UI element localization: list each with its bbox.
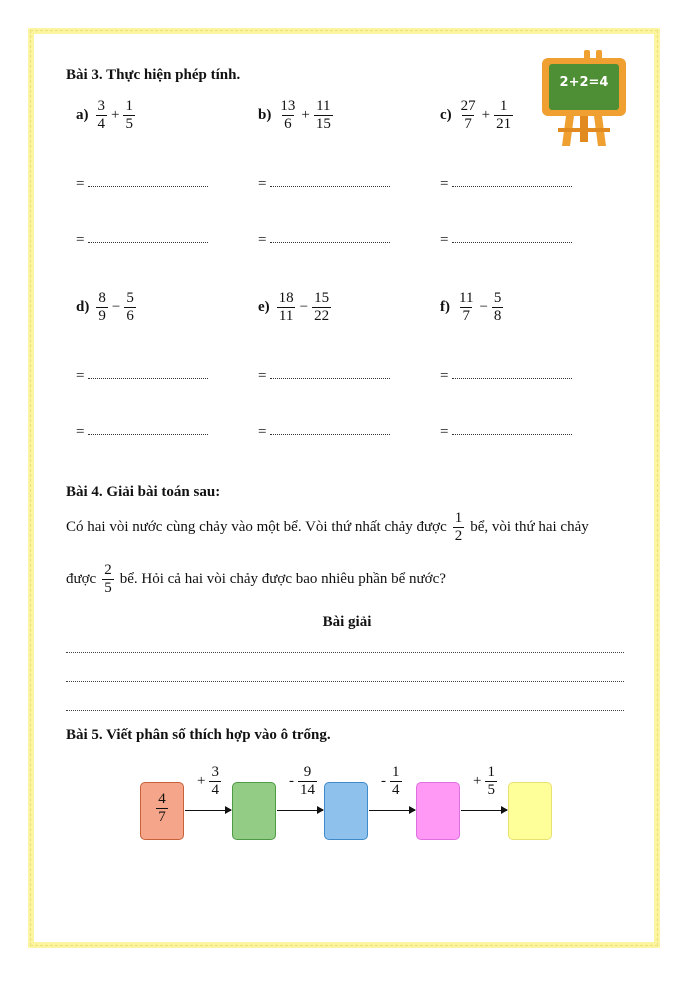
blank-box-2[interactable] <box>324 782 368 840</box>
problem-label: b) <box>258 107 272 123</box>
arrow <box>461 810 507 811</box>
blank-box-4[interactable] <box>508 782 552 840</box>
arrow <box>277 810 323 811</box>
answer-line[interactable]: = <box>258 424 390 441</box>
bai4-problem-line1: Có hai vòi nước cùng chảy vào một bể. Vòi thứ nhất chảy được $\frac{1}{2}$ bể, vòi thứ hai chảy <box>66 510 589 544</box>
fraction: $\frac{1}{2}$ <box>454 510 463 544</box>
operator: + <box>481 107 491 123</box>
answer-line[interactable]: = <box>440 424 572 441</box>
problem-b <box>258 98 335 133</box>
fraction: $\frac{27}{7}$ <box>460 98 476 132</box>
blank-box-3[interactable] <box>416 782 460 840</box>
fraction: $\frac{8}{9}$ <box>98 290 106 324</box>
fraction: $\frac{13}{6}$ <box>280 98 296 132</box>
bai4-problem-line2: được $\frac{2}{5}$ bể. Hỏi cả hai vòi chảy được bao nhiêu phần bể nước? <box>66 562 446 596</box>
problem-label: c) <box>440 107 452 123</box>
fraction: $\frac{1}{21}$ <box>496 98 512 132</box>
operator: + <box>301 107 310 123</box>
step-operation: - $\frac{1}{4}$ <box>381 764 400 798</box>
operator: + <box>111 107 120 123</box>
fraction: $\frac{11}{7}$ <box>459 290 474 324</box>
arrow <box>185 810 231 811</box>
blank-box-1[interactable] <box>232 782 276 840</box>
fraction: $\frac{18}{11}$ <box>278 290 294 324</box>
operator: − <box>111 299 121 315</box>
step-operation: - $\frac{9}{14}$ <box>289 764 315 798</box>
answer-line[interactable]: = <box>76 176 208 193</box>
problem-f <box>440 290 505 325</box>
problem-e <box>258 290 333 325</box>
fraction: $\frac{5}{8}$ <box>493 290 502 324</box>
start-box <box>140 782 184 840</box>
answer-line[interactable]: = <box>76 424 208 441</box>
operator: − <box>479 299 488 315</box>
answer-line[interactable]: = <box>258 368 390 385</box>
fraction: $\frac{2}{5}$ <box>104 562 112 596</box>
arrow <box>369 810 415 811</box>
answer-line[interactable]: = <box>76 232 208 249</box>
bai3-title: Bài 3. Thực hiện phép tính. <box>66 67 241 83</box>
answer-line[interactable]: = <box>440 232 572 249</box>
fraction: $\frac{1}{5}$ <box>125 98 133 132</box>
bai5-title: Bài 5. Viết phân số thích hợp vào ô trống. <box>66 727 331 743</box>
operator: − <box>299 299 309 315</box>
fraction: $\frac{11}{15}$ <box>315 98 331 132</box>
step-operation: + $\frac{1}{5}$ <box>473 764 495 798</box>
fraction: $\frac{5}{6}$ <box>126 290 134 324</box>
answer-line[interactable]: = <box>76 368 208 385</box>
fraction: $\frac{1}{5}$ <box>487 764 495 798</box>
problem-a <box>76 98 137 133</box>
problem-c <box>440 98 515 133</box>
bai4-title: Bài 4. Giải bài toán sau: <box>66 484 221 500</box>
fraction: $\frac{4}{7}$ <box>158 791 166 825</box>
solution-line[interactable] <box>66 710 624 711</box>
problem-label: f) <box>440 299 450 315</box>
chalkboard-text: 2+2=4 <box>559 75 609 90</box>
fraction: $\frac{3}{4}$ <box>97 98 105 132</box>
problem-label: e) <box>258 299 270 315</box>
solution-line[interactable] <box>66 681 624 682</box>
fraction: $\frac{9}{14}$ <box>300 764 315 798</box>
fraction: $\frac{1}{4}$ <box>392 764 400 798</box>
answer-line[interactable]: = <box>258 232 390 249</box>
problem-label: a) <box>76 107 89 123</box>
fraction: $\frac{3}{4}$ <box>211 764 219 798</box>
solution-line[interactable] <box>66 652 624 653</box>
answer-line[interactable]: = <box>440 176 572 193</box>
fraction: $\frac{15}{22}$ <box>314 290 330 324</box>
chalkboard-icon <box>540 46 628 148</box>
answer-line[interactable]: = <box>258 176 390 193</box>
problem-d <box>76 290 138 325</box>
step-operation: + $\frac{3}{4}$ <box>197 764 219 798</box>
answer-line[interactable]: = <box>440 368 572 385</box>
problem-label: d) <box>76 299 90 315</box>
solution-title: Bài giải <box>322 614 372 630</box>
